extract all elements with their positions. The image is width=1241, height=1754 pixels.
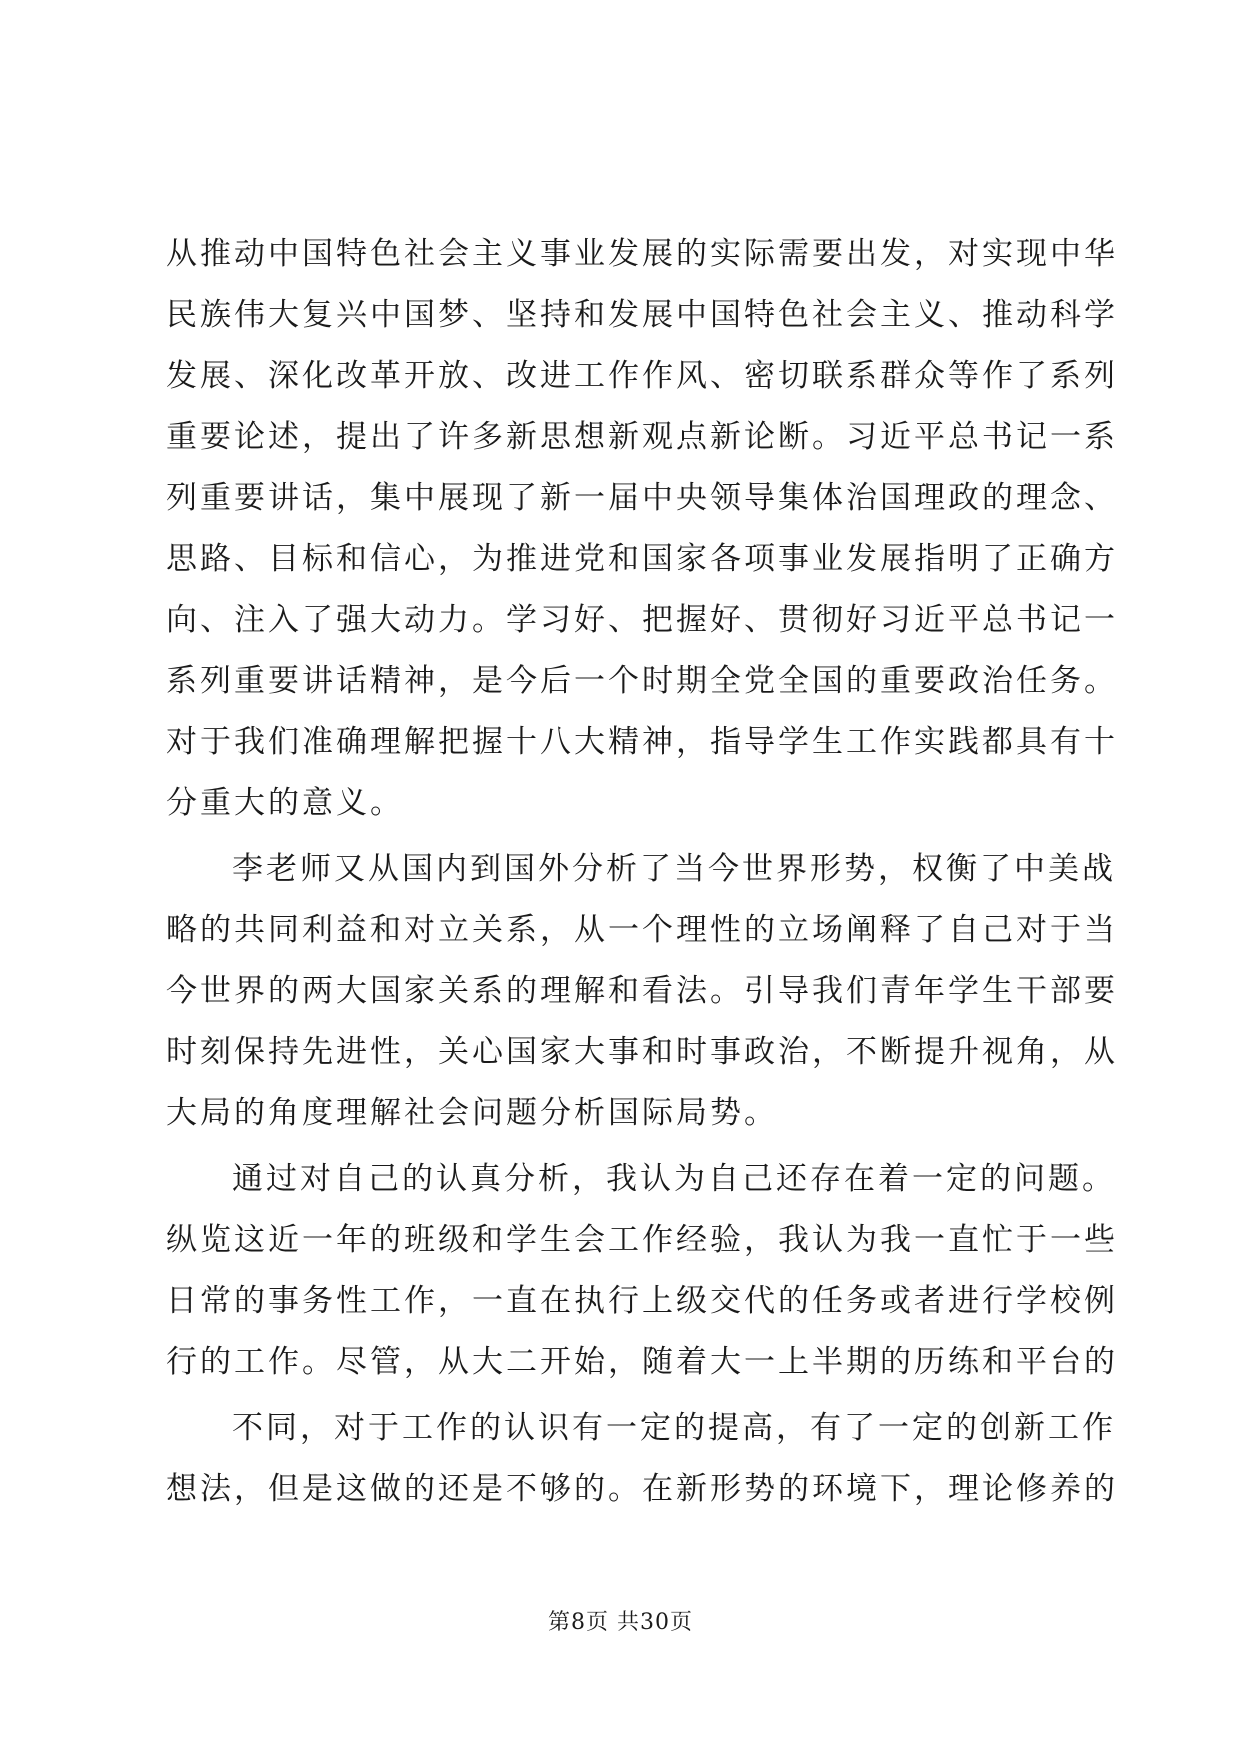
- paragraph: [166, 839, 1118, 1144]
- text-line: 纵览这近一年的班级和学生会工作经验，我认为我一直忙于一些: [166, 1222, 1118, 1258]
- text-line: 大局的角度理解社会问题分析国际局势。: [166, 1095, 778, 1131]
- text-line: 不同，对于工作的认识有一定的提高，有了一定的创新工作: [232, 1410, 1116, 1446]
- text-line: 日常的事务性工作，一直在执行上级交代的任务或者进行学校例: [166, 1283, 1118, 1319]
- body-text: [166, 224, 1118, 1520]
- text-line: 从推动中国特色社会主义事业发展的实际需要出发，对实现中华: [166, 236, 1118, 272]
- text-line: 列重要讲话，集中展现了新一届中央领导集体治国理政的理念、: [166, 480, 1118, 516]
- text-line: 想法，但是这做的还是不够的。在新形势的环境下，理论修养的: [166, 1471, 1118, 1507]
- text-line: 通过对自己的认真分析，我认为自己还存在着一定的问题。: [232, 1161, 1116, 1197]
- text-line: 向、注入了强大动力。学习好、把握好、贯彻好习近平总书记一: [166, 602, 1118, 638]
- paragraph: [166, 224, 1118, 834]
- text-line: 今世界的两大国家关系的理解和看法。引导我们青年学生干部要: [166, 973, 1118, 1009]
- paragraph: [166, 1398, 1118, 1520]
- text-line: 对于我们准确理解把握十八大精神，指导学生工作实践都具有十: [166, 724, 1118, 760]
- text-line: 略的共同利益和对立关系，从一个理性的立场阐释了自己对于当: [166, 912, 1118, 948]
- page-footer: 第8页 共30页: [548, 1610, 693, 1635]
- text-line: 发展、深化改革开放、改进工作作风、密切联系群众等作了系列: [166, 358, 1118, 394]
- text-line: 系列重要讲话精神，是今后一个时期全党全国的重要政治任务。: [166, 663, 1118, 699]
- text-line: 行的工作。尽管，从大二开始，随着大一上半期的历练和平台的: [166, 1344, 1118, 1380]
- text-line: 分重大的意义。: [166, 785, 404, 821]
- text-line: 民族伟大复兴中国梦、坚持和发展中国特色社会主义、推动科学: [166, 297, 1118, 333]
- text-line: 重要论述，提出了许多新思想新观点新论断。习近平总书记一系: [166, 419, 1118, 455]
- text-line: 时刻保持先进性，关心国家大事和时事政治，不断提升视角，从: [166, 1034, 1118, 1070]
- text-line: 思路、目标和信心，为推进党和国家各项事业发展指明了正确方: [166, 541, 1118, 577]
- text-line: 李老师又从国内到国外分析了当今世界形势，权衡了中美战: [232, 851, 1116, 887]
- paragraph: [166, 1149, 1118, 1393]
